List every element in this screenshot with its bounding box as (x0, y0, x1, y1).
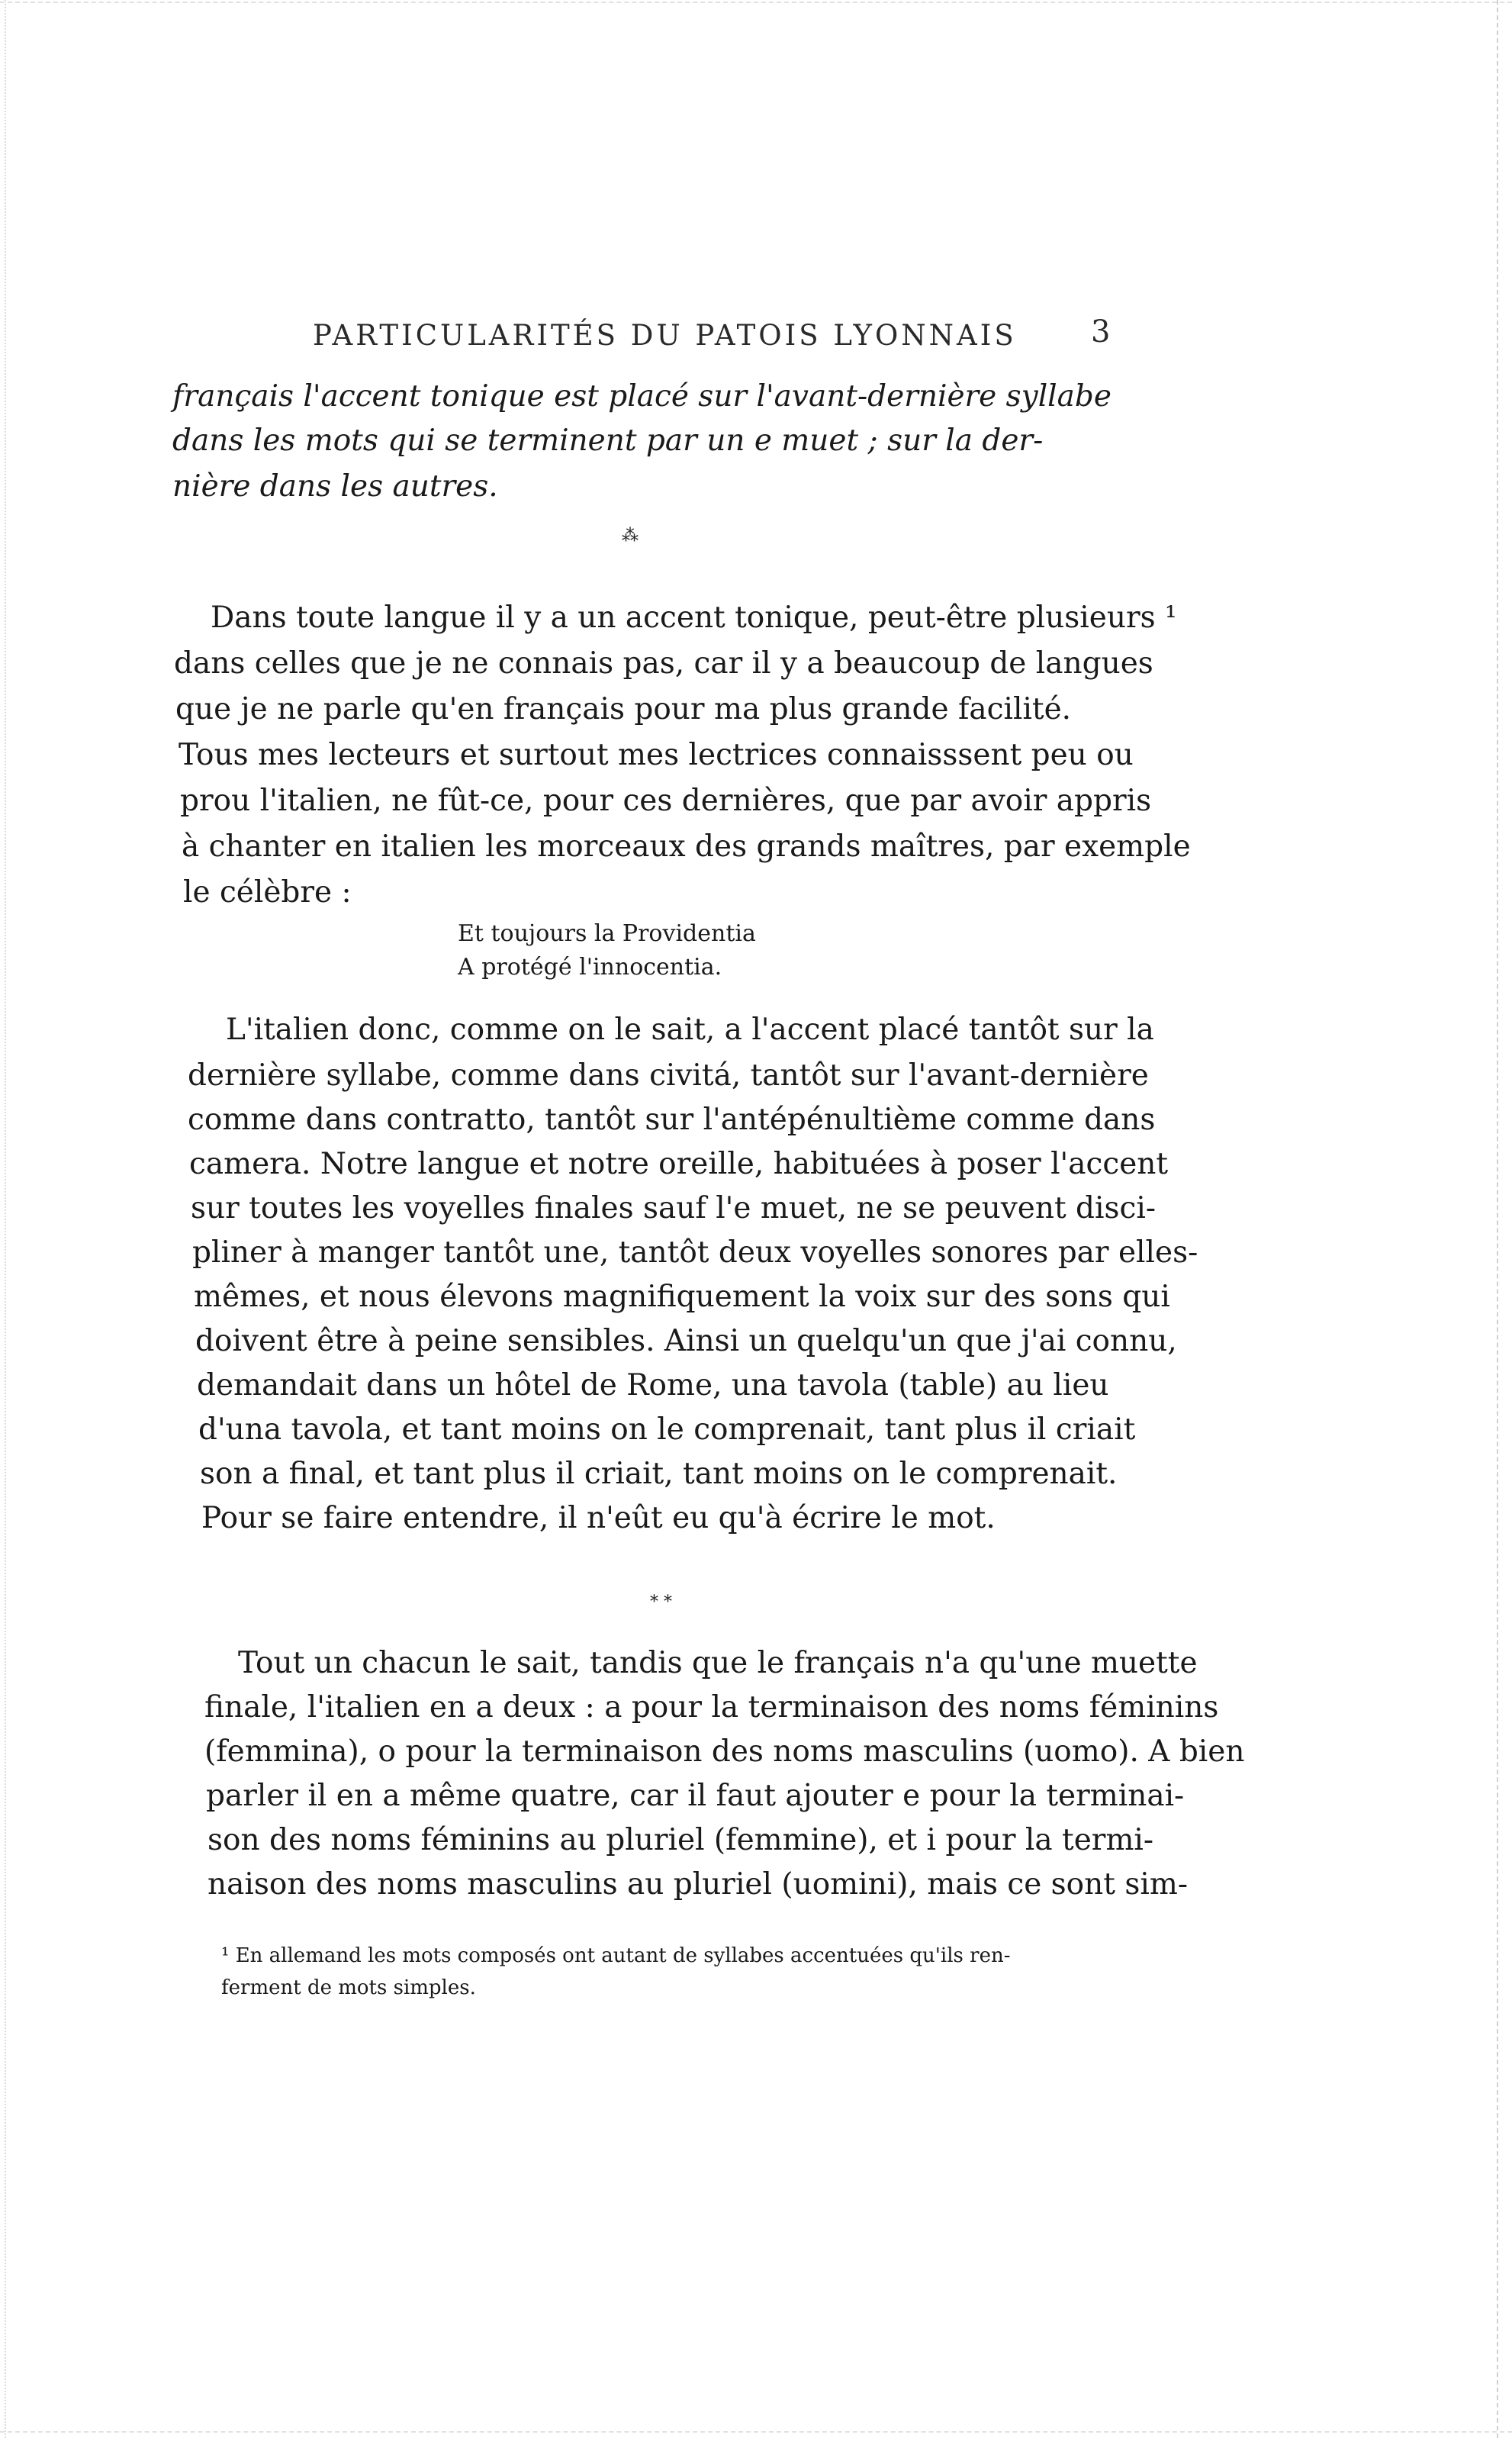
paragraph-line: finale, l'italien en a deux : a pour la terminaison des noms féminins (204, 1690, 1219, 1725)
paragraph-line: Dans toute langue il y a un accent tonique, peut-être plusieurs ¹ (211, 601, 1177, 635)
scan-edge-top (0, 2, 1512, 3)
paragraph-line: parler il en a même quatre, car il faut ajouter e pour la terminai- (206, 1779, 1185, 1813)
paragraph-line: pliner à manger tantôt une, tantôt deux voyelles sonores par elles- (192, 1235, 1198, 1270)
paragraph-line: dans celles que je ne connais pas, car il y a beaucoup de langues (174, 646, 1153, 681)
paragraph-line: dernière syllabe, comme dans civitá, tantôt sur l'avant-dernière (188, 1058, 1149, 1093)
intro-line: nière dans les autres. (172, 469, 498, 504)
paragraph-line: doivent être à peine sensibles. Ainsi un quelqu'un que j'ai connu, (195, 1324, 1177, 1358)
scan-edge-right (1497, 0, 1501, 2438)
paragraph-line: naison des noms masculins au pluriel (uomini), mais ce sont sim- (207, 1867, 1189, 1902)
page-number: 3 (1091, 314, 1111, 349)
paragraph-line: Pour se faire entendre, il n'eût eu qu'à écrire le mot. (201, 1501, 996, 1535)
scan-edge-left (5, 0, 9, 2438)
paragraph-line: mêmes, et nous élevons magnifiquement la voix sur des sons qui (194, 1280, 1170, 1314)
footnote-line: ferment de mots simples. (221, 1976, 476, 1999)
paragraph-line: son a final, et tant plus il criait, tant moins on le comprenait. (200, 1457, 1118, 1491)
paragraph-line: prou l'italien, ne fût-ce, pour ces dernières, que par avoir appris (180, 784, 1152, 818)
paragraph-line: à chanter en italien les morceaux des grands maîtres, par exemple (182, 829, 1191, 864)
paragraph-line: L'italien donc, comme on le sait, a l'accent placé tantôt sur la (226, 1013, 1154, 1047)
paragraph-line: comme dans contratto, tantôt sur l'antépénultième comme dans (188, 1103, 1156, 1137)
intro-line: dans les mots qui se terminent par un e muet ; sur la der- (172, 424, 1044, 458)
paragraph-line: son des noms féminins au pluriel (femmine), et i pour la termi- (207, 1823, 1154, 1857)
paragraph-line: le célèbre : (183, 875, 352, 910)
paragraph-line: (femmina), o pour la terminaison des noms masculins (uomo). A bien (204, 1734, 1245, 1769)
paragraph-line: Tous mes lecteurs et surtout mes lectrices connaisssent peu ou (179, 738, 1134, 772)
paragraph-line: d'una tavola, et tant moins on le comprenait, tant plus il criait (198, 1412, 1136, 1447)
quotation-line: Et toujours la Providentia (458, 920, 756, 947)
paragraph-line: camera. Notre langue et notre oreille, habituées à poser l'accent (189, 1147, 1169, 1181)
intro-line: français l'accent tonique est placé sur l'avant-dernière syllabe (172, 379, 1111, 414)
section-separator: ⁂ (622, 527, 639, 546)
section-separator: ⁎ ⁎ (650, 1587, 672, 1606)
paragraph-line: Tout un chacun le sait, tandis que le français n'a qu'une muette (238, 1646, 1198, 1680)
paragraph-line: sur toutes les voyelles finales sauf l'e muet, ne se peuvent disci- (191, 1191, 1157, 1225)
footnote-line: ¹ En allemand les mots composés ont autant de syllabes accentuées qu'ils ren- (221, 1944, 1011, 1967)
paragraph-line: demandait dans un hôtel de Rome, una tavola (table) au lieu (197, 1368, 1109, 1403)
running-header: PARTICULARITÉS DU PATOIS LYONNAIS (313, 319, 1017, 352)
paragraph-line: que je ne parle qu'en français pour ma plus grande facilité. (175, 692, 1072, 726)
scan-edge-bottom (0, 2431, 1512, 2433)
quotation-line: A protégé l'innocentia. (458, 954, 722, 981)
